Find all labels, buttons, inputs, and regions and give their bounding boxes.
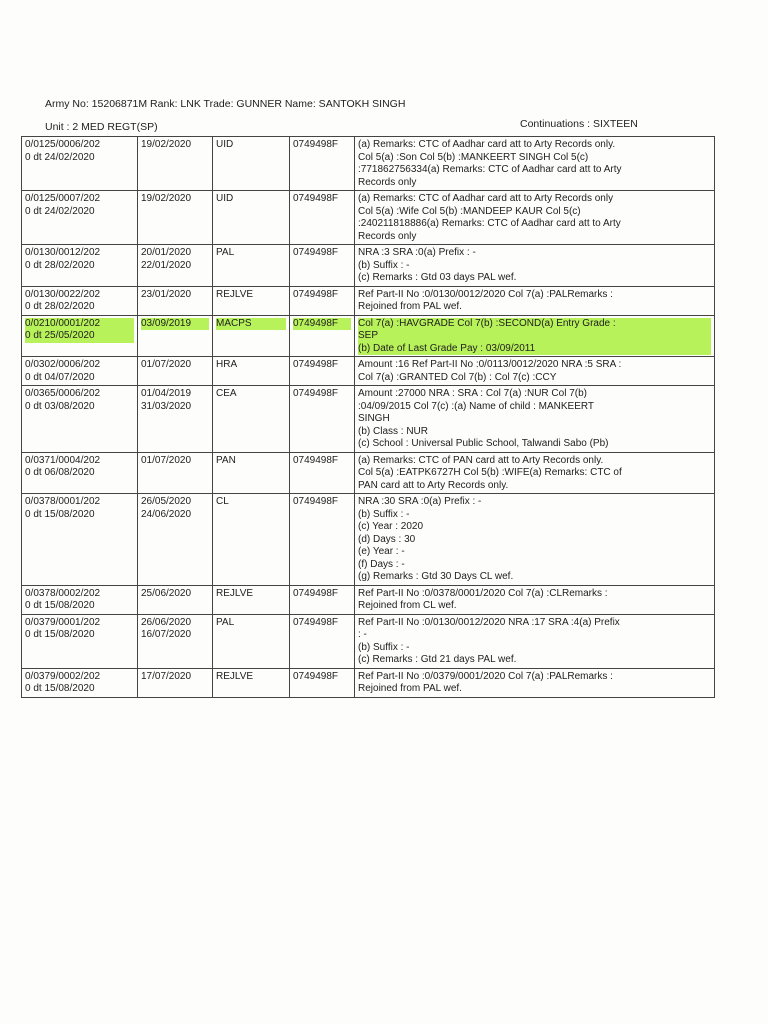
remarks-cell: [355, 494, 715, 586]
table-row: [22, 357, 715, 386]
authority-date: 0 dt 25/05/2020: [25, 330, 134, 343]
remarks-line: (c) School : Universal Public School, Talwandi Sabo (Pb): [358, 438, 609, 449]
personal-details-header: Army No: 15206871M Rank: LNK Trade: GUNNER Name: SANTOKH SINGH: [45, 98, 406, 110]
remarks-line: Ref Part-II No :0/0379/0001/2020 Col 7(a) :PALRemarks :: [358, 670, 613, 682]
table-row: [22, 668, 715, 697]
table-row: [22, 315, 715, 357]
reference-cell: [290, 137, 355, 191]
occurrence-code: PAL: [216, 247, 235, 258]
reference-number: 0749498F: [293, 193, 339, 204]
remarks-line: (a) Remarks: CTC of Aadhar card att to Arty Records only: [358, 193, 614, 204]
occurrence-code-cell: [213, 245, 290, 287]
remarks-line: Records only: [358, 230, 417, 242]
occurrence-code-cell: [213, 286, 290, 315]
occurrence-code: MACPS: [216, 318, 286, 331]
remarks-cell: [355, 286, 715, 315]
remarks-line: (d) Days : 30: [358, 533, 416, 545]
remarks-line: :240211818886(a) Remarks: CTC of Aadhar card att to Arty: [358, 218, 621, 229]
remarks-line: Col 7(a) :HAVGRADE Col 7(b) :SECOND(a) Entry Grade :: [358, 318, 711, 331]
authority-cell: [22, 585, 138, 614]
authority-date: 0 dt 15/08/2020: [25, 683, 95, 694]
remarks-line: (e) Year : -: [358, 546, 405, 557]
table-row: [22, 191, 715, 245]
authority-cell: [22, 245, 138, 287]
remarks-line: NRA :3 SRA :0(a) Prefix : -: [358, 247, 476, 258]
occurrence-code-cell: [213, 315, 290, 357]
reference-cell: [290, 386, 355, 453]
reference-cell: [290, 494, 355, 586]
occurrence-code-cell: [213, 614, 290, 668]
effective-date: 01/07/2020: [141, 454, 192, 466]
reference-cell: [290, 585, 355, 614]
occurrence-code-cell: [213, 585, 290, 614]
remarks-line: :771862756334(a) Remarks: CTC of Aadhar card att to Arty: [358, 164, 622, 175]
remarks-cell: [355, 137, 715, 191]
authority-number: 0/0130/0022/202: [25, 288, 101, 300]
remarks-cell: [355, 315, 715, 357]
authority-cell: [22, 357, 138, 386]
date-cell: [138, 668, 213, 697]
remarks-line: Col 5(a) :EATPK6727H Col 5(b) :WIFE(a) Remarks: CTC of: [358, 467, 622, 478]
reference-cell: [290, 315, 355, 357]
authority-date: 0 dt 03/08/2020: [25, 400, 95, 412]
remarks-line: (g) Remarks : Gtd 30 Days CL wef.: [358, 571, 514, 582]
reference-number: 0749498F: [293, 139, 339, 150]
date-cell: [138, 315, 213, 357]
authority-cell: [22, 668, 138, 697]
part-two-orders-table: [21, 136, 715, 698]
occurrence-code: UID: [216, 139, 234, 150]
table-row: [22, 137, 715, 191]
effective-date: 19/02/2020: [141, 193, 192, 204]
remarks-line: Rejoined from PAL wef.: [358, 683, 462, 694]
authority-date: 0 dt 24/02/2020: [25, 205, 95, 217]
occurrence-code-cell: [213, 137, 290, 191]
occurrence-code: REJLVE: [216, 587, 254, 599]
authority-number: 0/0379/0001/202: [25, 616, 101, 628]
end-date: 24/06/2020: [141, 508, 192, 520]
remarks-line: Ref Part-II No :0/0130/0012/2020 Col 7(a) :PALRemarks :: [358, 288, 613, 300]
authority-date: 0 dt 06/08/2020: [25, 467, 95, 478]
occurrence-code-cell: [213, 191, 290, 245]
remarks-line: (b) Suffix : -: [358, 508, 410, 520]
effective-date: 03/09/2019: [141, 318, 209, 331]
authority-cell: [22, 286, 138, 315]
remarks-line: Col 5(a) :Wife Col 5(b) :MANDEEP KAUR Col 5(c): [358, 205, 581, 217]
remarks-line: SEP: [358, 330, 711, 343]
date-cell: [138, 191, 213, 245]
authority-date: 0 dt 24/02/2020: [25, 151, 95, 163]
end-date: 31/03/2020: [141, 400, 192, 412]
occurrence-code-cell: [213, 494, 290, 586]
reference-cell: [290, 286, 355, 315]
occurrence-code: UID: [216, 193, 234, 204]
effective-date: 19/02/2020: [141, 139, 192, 150]
effective-date: 01/07/2020: [141, 359, 192, 370]
effective-date: 25/06/2020: [141, 587, 192, 599]
remarks-line: Ref Part-II No :0/0378/0001/2020 Col 7(a) :CLRemarks :: [358, 587, 608, 599]
date-cell: [138, 452, 213, 494]
authority-cell: [22, 191, 138, 245]
reference-cell: [290, 191, 355, 245]
authority-date: 0 dt 15/08/2020: [25, 508, 95, 520]
remarks-line: Col 5(a) :Son Col 5(b) :MANKEERT SINGH Col 5(c): [358, 151, 589, 163]
effective-date: 26/06/2020: [141, 616, 192, 628]
effective-date: 01/04/2019: [141, 388, 192, 399]
remarks-cell: [355, 614, 715, 668]
authority-number: 0/0365/0006/202: [25, 388, 101, 399]
effective-date: 26/05/2020: [141, 496, 192, 507]
authority-number: 0/0130/0012/202: [25, 247, 101, 258]
authority-number: 0/0378/0002/202: [25, 587, 101, 599]
remarks-line: PAN card att to Arty Records only.: [358, 479, 509, 491]
reference-number: 0749498F: [293, 359, 339, 370]
remarks-line: Amount :16 Ref Part-II No :0/0113/0012/2020 NRA :5 SRA :: [358, 359, 622, 370]
authority-number: 0/0371/0004/202: [25, 454, 101, 466]
table-row: [22, 286, 715, 315]
occurrence-code: CL: [216, 496, 229, 507]
date-cell: [138, 245, 213, 287]
reference-number: 0749498F: [293, 318, 351, 331]
authority-date: 0 dt 28/02/2020: [25, 301, 95, 312]
table-row: [22, 452, 715, 494]
remarks-cell: [355, 245, 715, 287]
occurrence-code-cell: [213, 452, 290, 494]
reference-cell: [290, 668, 355, 697]
date-cell: [138, 494, 213, 586]
occurrence-code: HRA: [216, 359, 238, 370]
remarks-cell: [355, 191, 715, 245]
reference-cell: [290, 614, 355, 668]
authority-number: 0/0125/0006/202: [25, 139, 101, 150]
authority-number: 0/0210/0001/202: [25, 318, 134, 331]
authority-cell: [22, 386, 138, 453]
remarks-cell: [355, 585, 715, 614]
occurrence-code-cell: [213, 357, 290, 386]
remarks-line: Ref Part-II No :0/0130/0012/2020 NRA :17 SRA :4(a) Prefix: [358, 616, 620, 628]
table-row: [22, 585, 715, 614]
authority-number: 0/0379/0002/202: [25, 670, 101, 682]
remarks-line: :04/09/2015 Col 7(c) :(a) Name of child : MANKEERT: [358, 400, 595, 412]
occurrence-code: REJLVE: [216, 670, 254, 682]
date-cell: [138, 286, 213, 315]
date-cell: [138, 585, 213, 614]
remarks-cell: [355, 357, 715, 386]
orders-table-body: [22, 137, 715, 698]
effective-date: 17/07/2020: [141, 670, 192, 682]
occurrence-code: PAL: [216, 616, 235, 628]
reference-cell: [290, 245, 355, 287]
authority-number: 0/0125/0007/202: [25, 193, 101, 204]
remarks-line: Rejoined from CL wef.: [358, 600, 457, 611]
reference-cell: [290, 357, 355, 386]
authority-date: 0 dt 15/08/2020: [25, 600, 95, 611]
date-cell: [138, 386, 213, 453]
remarks-line: (c) Remarks : Gtd 21 days PAL wef.: [358, 654, 517, 665]
effective-date: 20/01/2020: [141, 247, 192, 258]
remarks-line: (c) Remarks : Gtd 03 days PAL wef.: [358, 272, 517, 283]
reference-number: 0749498F: [293, 670, 339, 682]
reference-number: 0749498F: [293, 616, 339, 628]
date-cell: [138, 357, 213, 386]
table-row: [22, 494, 715, 586]
end-date: 16/07/2020: [141, 629, 192, 640]
authority-cell: [22, 137, 138, 191]
remarks-line: (f) Days : -: [358, 558, 405, 570]
occurrence-code: CEA: [216, 388, 237, 399]
date-cell: [138, 614, 213, 668]
remarks-line: SINGH: [358, 413, 390, 424]
date-cell: [138, 137, 213, 191]
remarks-cell: [355, 668, 715, 697]
remarks-line: Col 7(a) :GRANTED Col 7(b) : Col 7(c) :CCY: [358, 371, 557, 383]
reference-number: 0749498F: [293, 288, 339, 300]
remarks-line: (b) Suffix : -: [358, 641, 410, 653]
reference-number: 0749498F: [293, 587, 339, 599]
authority-cell: [22, 494, 138, 586]
effective-date: 23/01/2020: [141, 288, 192, 300]
remarks-cell: [355, 386, 715, 453]
reference-number: 0749498F: [293, 247, 339, 258]
authority-cell: [22, 315, 138, 357]
remarks-line: (a) Remarks: CTC of Aadhar card att to Arty Records only.: [358, 139, 616, 150]
remarks-line: Records only: [358, 176, 417, 188]
remarks-line: (c) Year : 2020: [358, 521, 424, 532]
remarks-cell: [355, 452, 715, 494]
unit-label: Unit : 2 MED REGT(SP): [45, 121, 158, 133]
remarks-line: : -: [358, 629, 367, 640]
table-row: [22, 614, 715, 668]
authority-number: 0/0378/0001/202: [25, 496, 101, 507]
occurrence-code: REJLVE: [216, 288, 254, 300]
remarks-line: NRA :30 SRA :0(a) Prefix : -: [358, 496, 482, 507]
authority-cell: [22, 614, 138, 668]
reference-number: 0749498F: [293, 496, 339, 507]
table-row: [22, 386, 715, 453]
remarks-line: Rejoined from PAL wef.: [358, 301, 462, 312]
authority-date: 0 dt 15/08/2020: [25, 629, 95, 640]
remarks-line: (b) Suffix : -: [358, 259, 410, 271]
reference-cell: [290, 452, 355, 494]
end-date: 22/01/2020: [141, 259, 192, 271]
table-row: [22, 245, 715, 287]
reference-number: 0749498F: [293, 388, 339, 399]
authority-date: 0 dt 04/07/2020: [25, 371, 95, 383]
occurrence-code: PAN: [216, 454, 236, 466]
reference-number: 0749498F: [293, 454, 339, 466]
remarks-line: (a) Remarks: CTC of PAN card att to Arty Records only.: [358, 454, 604, 466]
authority-date: 0 dt 28/02/2020: [25, 259, 95, 271]
remarks-line: Amount :27000 NRA : SRA : Col 7(a) :NUR Col 7(b): [358, 388, 587, 399]
occurrence-code-cell: [213, 668, 290, 697]
occurrence-code-cell: [213, 386, 290, 453]
authority-number: 0/0302/0006/202: [25, 359, 101, 370]
remarks-line: (b) Class : NUR: [358, 425, 429, 437]
continuations-label: Continuations : SIXTEEN: [520, 118, 638, 130]
remarks-line: (b) Date of Last Grade Pay : 03/09/2011: [358, 343, 711, 356]
authority-cell: [22, 452, 138, 494]
